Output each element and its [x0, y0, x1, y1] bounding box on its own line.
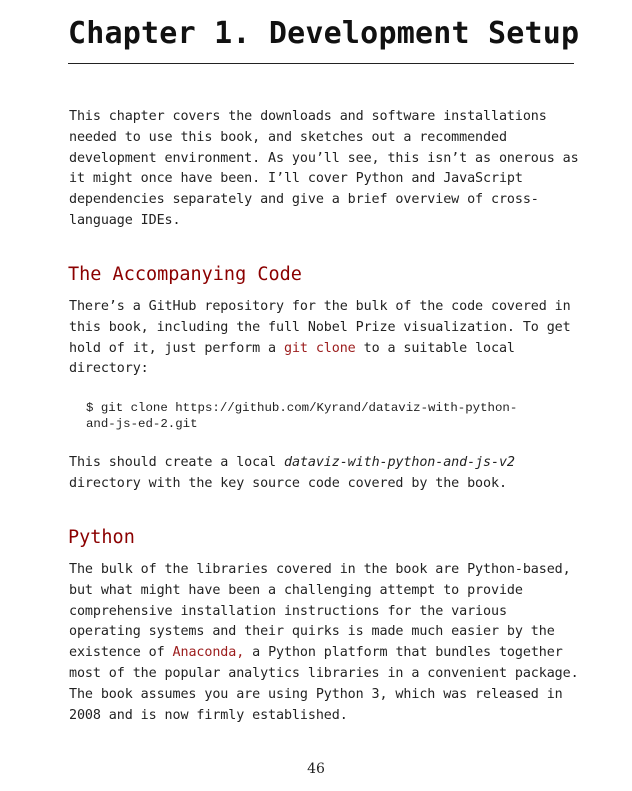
directory-text-after: directory with the key source code covered by the book. [69, 475, 507, 491]
chapter-title: Chapter 1. Development Setup [68, 16, 580, 51]
git-clone-link[interactable]: git clone [283, 340, 356, 356]
repo-paragraph [69, 297, 579, 380]
git-clone-code-block: $ git clone https://github.com/Kyrand/dataviz-with-python- and-js-ed-2.git [86, 401, 518, 431]
directory-paragraph [69, 453, 579, 495]
anaconda-link[interactable]: Anaconda, [172, 645, 245, 661]
section-heading-accompanying-code: The Accompanying Code [68, 264, 302, 285]
intro-paragraph: This chapter covers the downloads and software installations needed to use this book, and sketches out a recommended development environment. As you’ll see, this isn’t as onerous as it might once have been. I’ll cover Python and JavaScript dependencies separately and give a brief overview of cross-language IDEs. [69, 109, 579, 228]
directory-text-before: This should create a local [69, 455, 284, 470]
title-rule [68, 63, 574, 64]
python-text-before: The bulk of the libraries covered in the book are Python-based, but what might have been a challenging attempt to provide comprehensive installation instructions for the various operating systems and their quirks is made much easier by the existence of [69, 562, 571, 661]
section-heading-python: Python [68, 527, 135, 548]
python-paragraph [69, 560, 579, 726]
page-number: 46 [307, 761, 325, 777]
repo-text-before: There’s a GitHub repository for the bulk of the code covered in this book, including the full Nobel Prize visualization. To get hold of it, just perform a [69, 299, 571, 356]
python-text-after: a Python platform that bundles together most of the popular analytics libraries in a convenient package. The book assumes you are using Python 3, which was released in 2008 and is now firmly established. [69, 645, 579, 723]
repo-text-after: to a suitable local directory: [69, 340, 515, 377]
directory-name: dataviz-with-python-and-js-v2 [283, 455, 515, 470]
